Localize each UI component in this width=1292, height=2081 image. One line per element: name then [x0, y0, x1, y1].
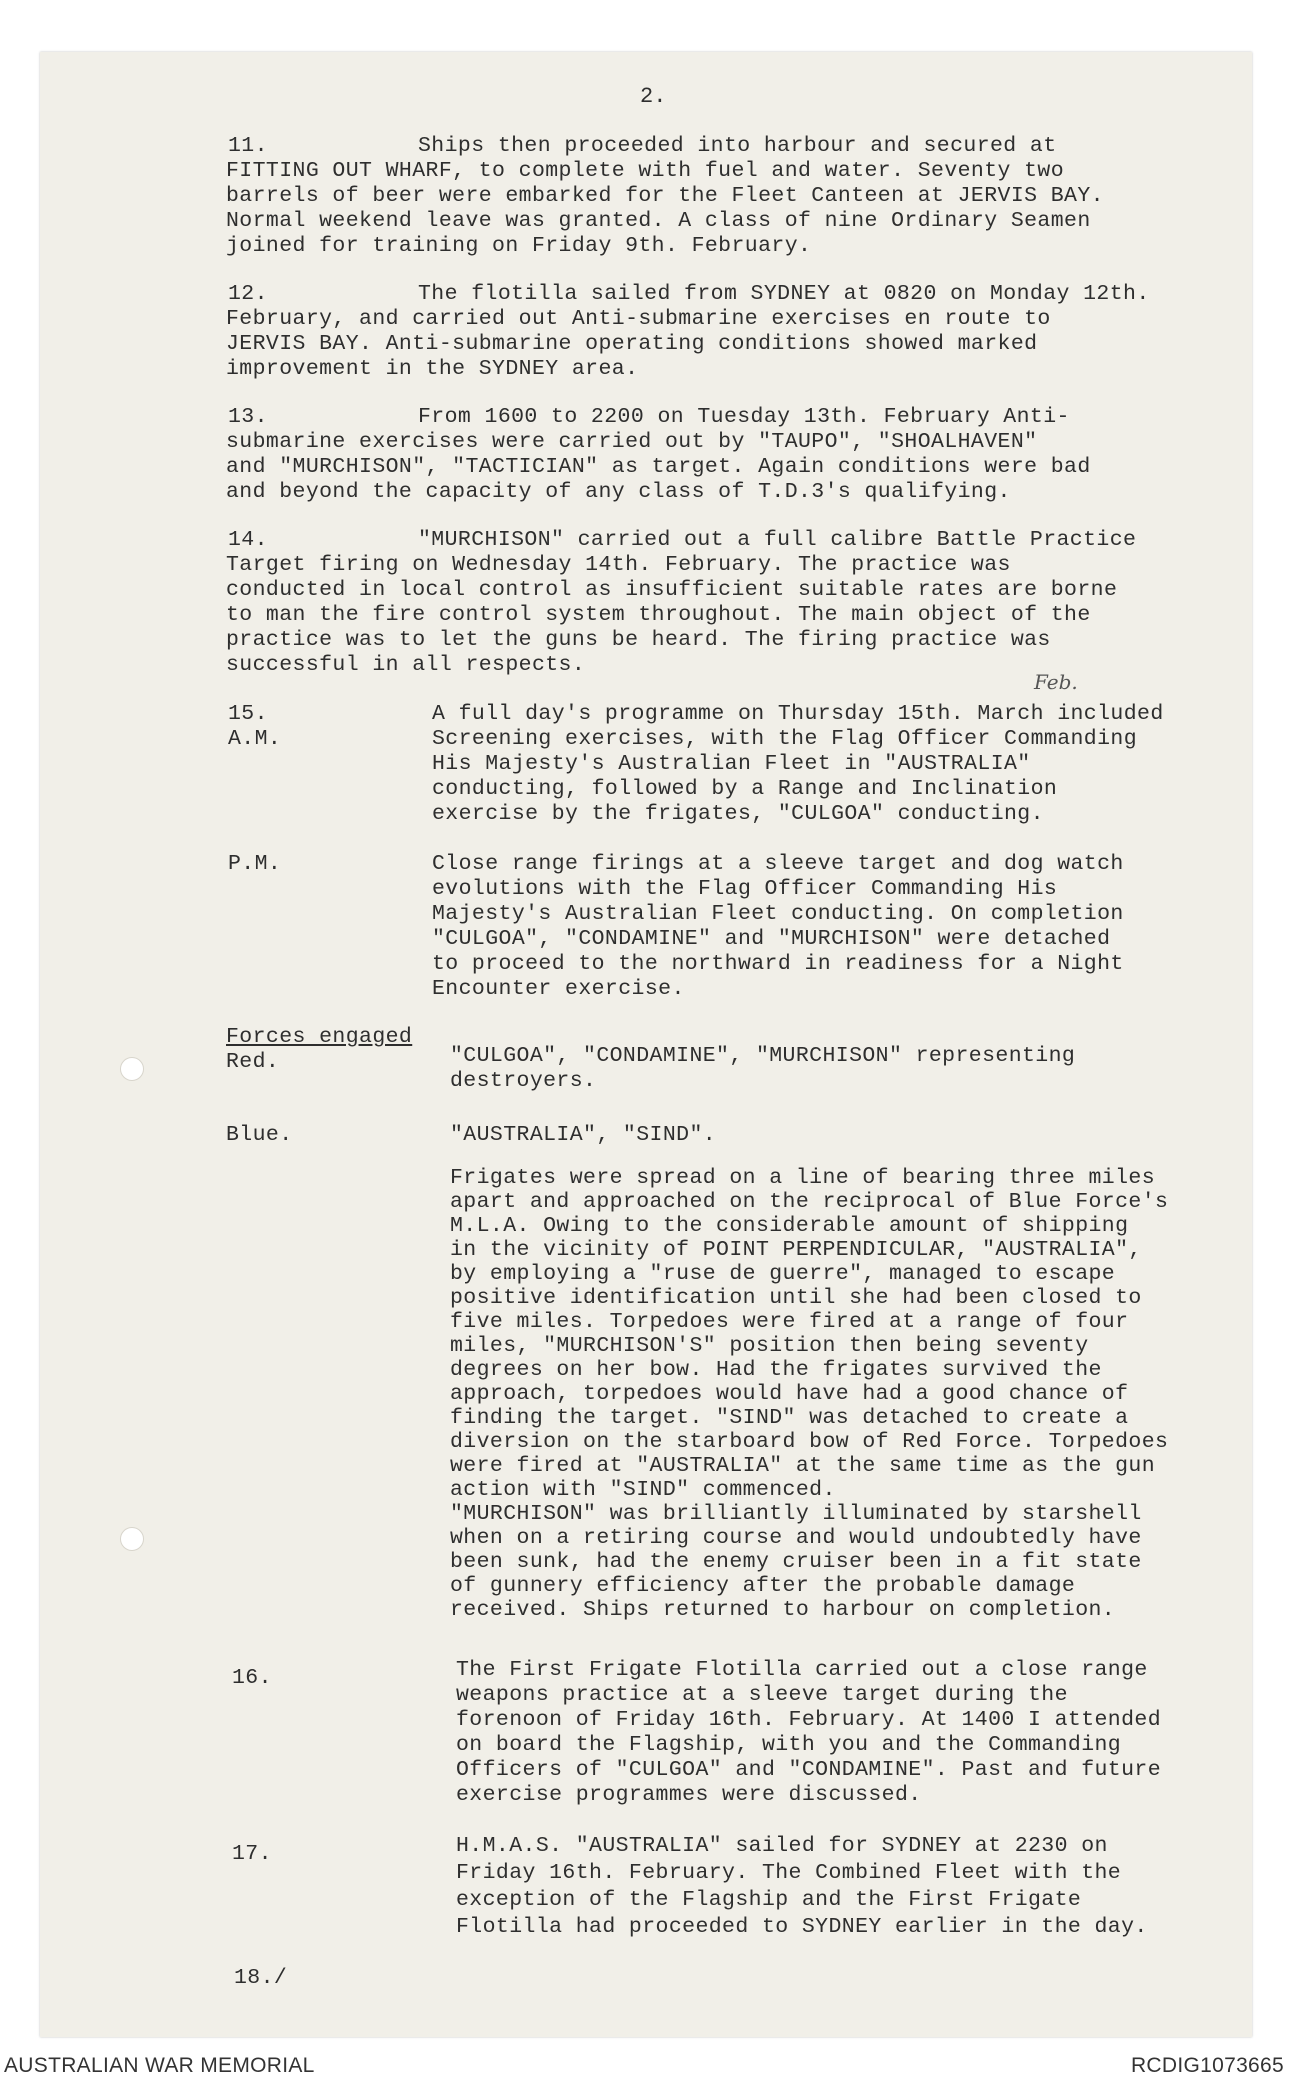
para-16-line: on board the Flagship, with you and the Commanding: [456, 1733, 1122, 1757]
narrative-line: in the vicinity of POINT PERPENDICULAR, "AUSTRALIA",: [450, 1238, 1142, 1262]
footer-source: AUSTRALIAN WAR MEMORIAL: [4, 2054, 315, 2077]
narrative-line: when on a retiring course and would undoubtedly have: [450, 1526, 1142, 1550]
para-15-am-line: exercise by the frigates, "CULGOA" conducting.: [432, 802, 1044, 826]
forces-red-line: "CULGOA", "CONDAMINE", "MURCHISON" representing: [450, 1044, 1076, 1068]
para-15-am-line: Screening exercises, with the Flag Officer Commanding: [432, 727, 1138, 751]
narrative-line: five miles. Torpedoes were fired at a range of four: [450, 1310, 1129, 1334]
narrative-line: "MURCHISON" was brilliantly illuminated by starshell: [450, 1502, 1142, 1526]
page-number: 2.: [640, 84, 667, 109]
narrative-line: by employing a "ruse de guerre", managed to escape: [450, 1262, 1116, 1286]
para-14-line: practice was to let the guns be heard. The firing practice was: [226, 628, 1051, 652]
narrative-line: of gunnery efficiency after the probable damage: [450, 1574, 1076, 1598]
narrative-line: finding the target. "SIND" was detached to create a: [450, 1406, 1129, 1430]
narrative-line: been sunk, had the enemy cruiser been in a fit state: [450, 1550, 1142, 1574]
para-15-pm-line: evolutions with the Flag Officer Commanding His: [432, 877, 1058, 901]
para-16-line: The First Frigate Flotilla carried out a close range: [456, 1658, 1148, 1682]
narrative-line: apart and approached on the reciprocal of Blue Force's: [450, 1190, 1169, 1214]
para-17-line: Friday 16th. February. The Combined Fleet with the: [456, 1861, 1122, 1885]
para-13-number: 13.: [228, 405, 268, 429]
para-15-number: 15.: [228, 702, 268, 726]
para-17-line: Flotilla had proceeded to SYDNEY earlier in the day.: [456, 1915, 1148, 1939]
para-13-line: submarine exercises were carried out by "TAUPO", "SHOALHAVEN": [226, 430, 1038, 454]
para-14-line: to man the fire control system throughout. The main object of the: [226, 603, 1091, 627]
para-11-line: joined for training on Friday 9th. February.: [226, 234, 812, 258]
footer-id: RCDIG1073665: [1130, 2054, 1284, 2077]
para-12-line: February, and carried out Anti-submarine exercises en route to: [226, 307, 1051, 331]
narrative-line: approach, torpedoes would have had a good chance of: [450, 1382, 1129, 1406]
para-16-line: Officers of "CULGOA" and "CONDAMINE". Past and future: [456, 1758, 1162, 1782]
para-12-line: improvement in the SYDNEY area.: [226, 357, 639, 381]
para-16-line: forenoon of Friday 16th. February. At 1400 I attended: [456, 1708, 1162, 1732]
para-17-line: H.M.A.S. "AUSTRALIA" sailed for SYDNEY at 2230 on: [456, 1834, 1108, 1858]
para-15-am-label: A.M.: [228, 727, 282, 751]
narrative-line: Frigates were spread on a line of bearing three miles: [450, 1166, 1156, 1190]
para-15-pm-line: Majesty's Australian Fleet conducting. On completion: [432, 902, 1124, 926]
para-14-line: Target firing on Wednesday 14th. February. The practice was: [226, 553, 1011, 577]
forces-blue-line: "AUSTRALIA", "SIND".: [450, 1123, 717, 1147]
continuation-marker: 18./: [234, 1966, 288, 1990]
punch-hole-top: [120, 1057, 144, 1081]
para-14-line: conducted in local control as insufficient suitable rates are borne: [226, 578, 1118, 602]
narrative-line: miles, "MURCHISON'S" position then being seventy: [450, 1334, 1089, 1358]
para-14-line: "MURCHISON" carried out a full calibre Battle Practice: [418, 528, 1137, 552]
para-16-line: weapons practice at a sleeve target during the: [456, 1683, 1068, 1707]
narrative-line: M.L.A. Owing to the considerable amount of shipping: [450, 1214, 1129, 1238]
para-13-line: and beyond the capacity of any class of T.D.3's qualifying.: [226, 480, 1011, 504]
narrative-line: degrees on her bow. Had the frigates survived the: [450, 1358, 1102, 1382]
narrative-line: action with "SIND" commenced.: [450, 1478, 836, 1502]
forces-red-label: Red.: [226, 1050, 280, 1074]
narrative-line: diversion on the starboard bow of Red Force. Torpedoes: [450, 1430, 1169, 1454]
para-13-line: and "MURCHISON", "TACTICIAN" as target. Again conditions were bad: [226, 455, 1091, 479]
narrative-line: received. Ships returned to harbour on completion.: [450, 1598, 1116, 1622]
para-11-line: Ships then proceeded into harbour and secured at: [418, 134, 1057, 158]
para-15-am-line: His Majesty's Australian Fleet in "AUSTRALIA": [432, 752, 1031, 776]
handwritten-margin-note: Feb.: [1034, 670, 1078, 694]
para-12-line: JERVIS BAY. Anti-submarine operating conditions showed marked: [226, 332, 1038, 356]
para-15-am-line: conducting, followed by a Range and Inclination: [432, 777, 1058, 801]
para-14-number: 14.: [228, 528, 268, 552]
para-12-number: 12.: [228, 282, 268, 306]
para-11-line: FITTING OUT WHARF, to complete with fuel and water. Seventy two: [226, 159, 1065, 183]
para-17-number: 17.: [232, 1842, 272, 1866]
narrative-line: positive identification until she had been closed to: [450, 1286, 1142, 1310]
para-15-pm-line: Close range firings at a sleeve target and dog watch: [432, 852, 1124, 876]
para-11-line: barrels of beer were embarked for the Fleet Canteen at JERVIS BAY.: [226, 184, 1104, 208]
para-11-line: Normal weekend leave was granted. A class of nine Ordinary Seamen: [226, 209, 1091, 233]
para-14-line: successful in all respects.: [226, 653, 586, 677]
narrative-line: were fired at "AUSTRALIA" at the same time as the gun: [450, 1454, 1156, 1478]
para-15-pm-label: P.M.: [228, 852, 282, 876]
para-12-line: The flotilla sailed from SYDNEY at 0820 on Monday 12th.: [418, 282, 1150, 306]
para-17-line: exception of the Flagship and the First Frigate: [456, 1888, 1082, 1912]
para-15-pm-line: Encounter exercise.: [432, 977, 685, 1001]
para-15-am-line: A full day's programme on Thursday 15th. March included: [432, 702, 1164, 726]
para-11-number: 11.: [228, 134, 268, 158]
para-16-line: exercise programmes were discussed.: [456, 1783, 922, 1807]
para-15-pm-line: to proceed to the northward in readiness for a Night: [432, 952, 1124, 976]
para-13-line: From 1600 to 2200 on Tuesday 13th. February Anti-: [418, 405, 1070, 429]
para-15-pm-line: "CULGOA", "CONDAMINE" and "MURCHISON" were detached: [432, 927, 1111, 951]
forces-blue-label: Blue.: [226, 1123, 293, 1147]
forces-red-line: destroyers.: [450, 1069, 597, 1093]
forces-engaged-heading: Forces engaged: [226, 1025, 413, 1049]
punch-hole-bottom: [120, 1527, 144, 1551]
para-16-number: 16.: [232, 1666, 272, 1690]
